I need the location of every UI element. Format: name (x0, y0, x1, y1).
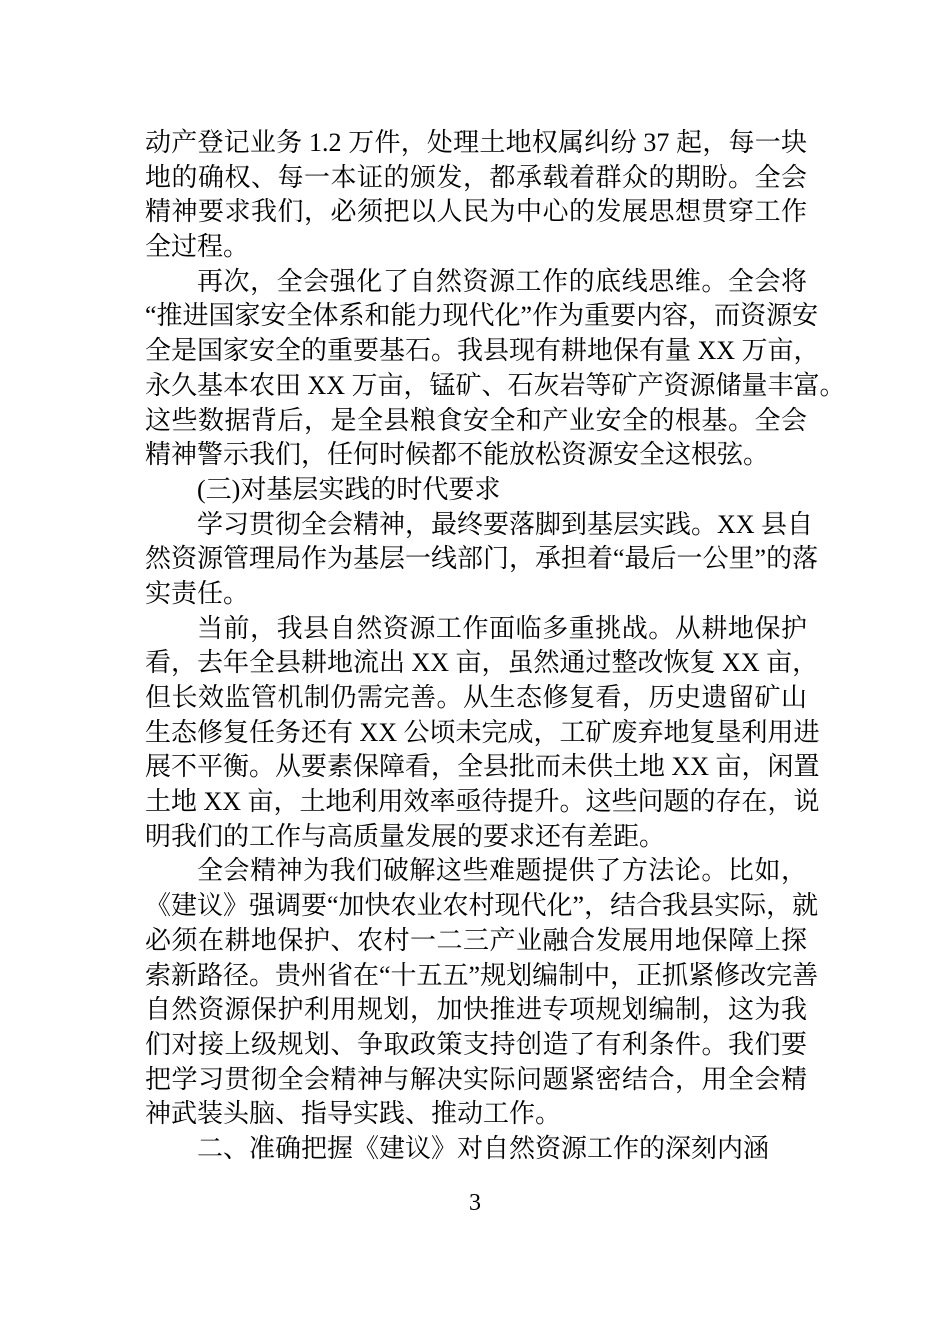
paragraph (145, 1132, 807, 1167)
text-line: (三)对基层实践的时代要求 (197, 474, 501, 504)
text-line: 土地 XX 亩，土地利用效率亟待提升。这些问题的存在，说 (145, 787, 820, 817)
text-line: 永久基本农田 XX 万亩，锰矿、石灰岩等矿产资源储量丰富。 (145, 370, 846, 400)
paragraph (145, 854, 819, 1132)
text-line: 看，去年全县耕地流出 XX 亩，虽然通过整改恢复 XX 亩， (145, 648, 819, 678)
page-number: 3 (469, 1190, 481, 1216)
paragraph (145, 473, 807, 508)
text-line: 们对接上级规划、争取政策支持创造了有利条件。我们要 (145, 1029, 807, 1059)
text-line: 索新路径。贵州省在“十五五”规划编制中，正抓紧修改完善 (145, 960, 819, 990)
text-line: 地的确权、每一本证的颁发，都承载着群众的期盼。全会 (145, 162, 807, 192)
text-line: 全会精神为我们破解这些难题提供了方法论。比如， (197, 856, 807, 886)
text-line: 学习贯彻全会精神，最终要落脚到基层实践。XX 县自 (197, 509, 814, 539)
text-line: 自然资源保护利用规划，加快推进专项规划编制，这为我 (145, 995, 807, 1025)
text-line: 全过程。 (145, 232, 250, 262)
text-line: 全是国家安全的重要基石。我县现有耕地保有量 XX 万亩， (145, 336, 820, 366)
text-line: 必须在耕地保护、农村一二三产业融合发展用地保障上探 (145, 925, 807, 955)
text-line: “推进国家安全体系和能力现代化”作为重要内容，而资源安 (145, 301, 819, 331)
text-line: 实责任。 (145, 578, 250, 608)
paragraph (145, 508, 819, 612)
document-body (145, 126, 846, 1167)
text-line: 《建议》强调要“加快农业农村现代化”，结合我县实际，就 (145, 891, 819, 921)
paragraph (145, 126, 807, 265)
text-line: 二、准确把握《建议》对自然资源工作的深刻内涵 (197, 1133, 770, 1163)
text-line: 把学习贯彻全会精神与解决实际问题紧密结合，用全会精 (145, 1064, 807, 1094)
paragraph (145, 612, 820, 855)
text-line: 再次，全会强化了自然资源工作的底线思维。全会将 (197, 266, 807, 296)
text-line: 神武装头脑、指导实践、推动工作。 (145, 1099, 562, 1129)
text-line: 精神警示我们，任何时候都不能放松资源安全这根弦。 (145, 440, 770, 470)
text-line: 动产登记业务 1.2 万件，处理土地权属纠纷 37 起，每一块 (145, 128, 807, 157)
text-line: 展不平衡。从要素保障看，全县批而未供土地 XX 亩，闲置 (145, 752, 820, 782)
text-line: 精神要求我们，必须把以人民为中心的发展思想贯穿工作 (145, 197, 807, 227)
text-line: 这些数据背后，是全县粮食安全和产业安全的根基。全会 (145, 405, 807, 435)
text-line: 然资源管理局作为基层一线部门，承担着“最后一公里”的落 (145, 544, 819, 574)
text-line: 明我们的工作与高质量发展的要求还有差距。 (145, 821, 666, 851)
text-line: 但长效监管机制仍需完善。从生态修复看，历史遗留矿山 (145, 683, 807, 712)
text-line: 当前，我县自然资源工作面临多重挑战。从耕地保护 (197, 613, 807, 643)
paragraph (145, 265, 846, 473)
text-line: 生态修复任务还有 XX 公顷未完成，工矿废弃地复垦利用进 (145, 717, 820, 747)
